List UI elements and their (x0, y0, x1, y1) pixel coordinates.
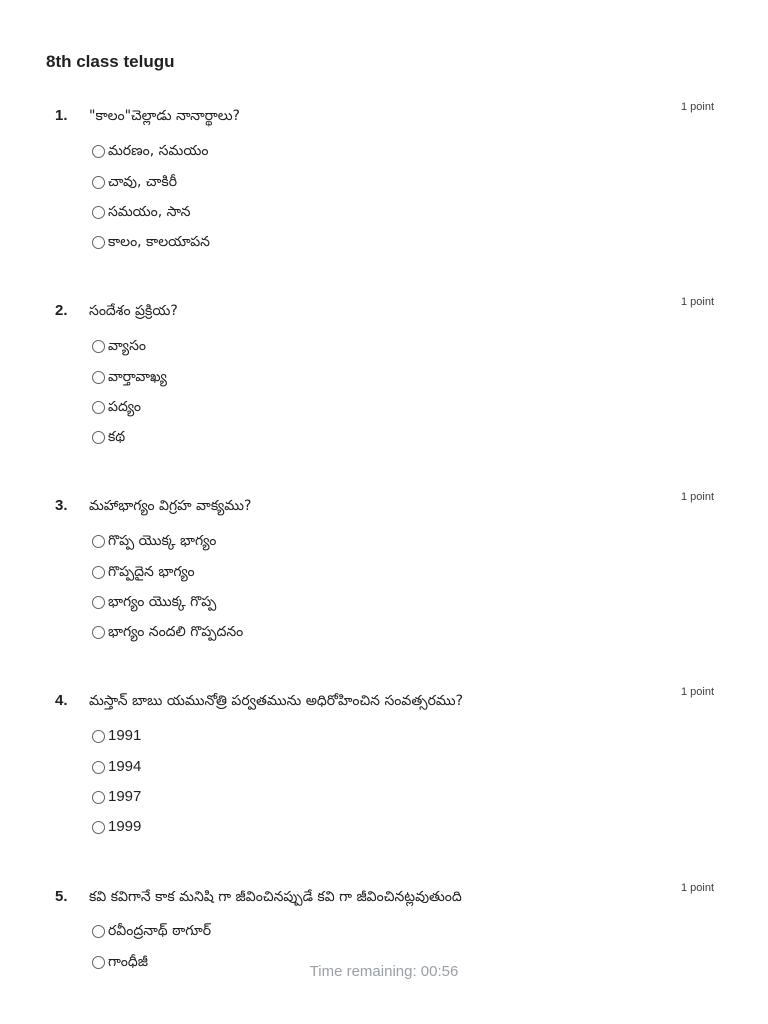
answer-option[interactable] (92, 562, 195, 582)
question-points: 1 point (680, 686, 714, 698)
option-label: భాగ్యం యొక్క గొప్ప (108, 594, 217, 610)
answer-option[interactable] (92, 622, 243, 642)
answer-option[interactable] (92, 726, 141, 746)
question-number: 4. (55, 692, 68, 709)
radio-button[interactable] (92, 730, 105, 743)
option-label: చావు, చాకిరీ (108, 174, 178, 190)
question-number: 3. (55, 497, 68, 514)
radio-button[interactable] (92, 596, 105, 609)
question-points: 1 point (680, 882, 714, 894)
time-remaining: Time remaining: 00:56 (309, 963, 459, 980)
question-text: మహాభాగ్యం విగ్రహ వాక్యము? (89, 498, 252, 514)
radio-button[interactable] (92, 566, 105, 579)
option-label: వ్యాసం (108, 338, 147, 354)
answer-option[interactable] (92, 397, 141, 417)
option-label: 1994 (108, 758, 142, 775)
question-3 (0, 491, 768, 656)
radio-button[interactable] (92, 535, 105, 548)
option-label: గొప్పదైన భాగ్యం (108, 564, 195, 580)
answer-option[interactable] (92, 232, 210, 252)
question-1 (0, 101, 768, 266)
radio-button[interactable] (92, 821, 105, 834)
answer-option[interactable] (92, 531, 216, 551)
radio-button[interactable] (92, 925, 105, 938)
radio-button[interactable] (92, 626, 105, 639)
option-label: మరణం, సమయం (108, 143, 209, 159)
radio-button[interactable] (92, 371, 105, 384)
radio-button[interactable] (92, 206, 105, 219)
question-number: 5. (55, 888, 68, 905)
radio-button[interactable] (92, 761, 105, 774)
question-2 (0, 296, 768, 461)
answer-option[interactable] (92, 367, 167, 387)
answer-option[interactable] (92, 202, 190, 222)
radio-button[interactable] (92, 236, 105, 249)
option-label: రవీంద్రనాథ్ ఠాగూర్ (108, 923, 212, 939)
option-label: 1999 (108, 818, 142, 835)
answer-option[interactable] (92, 592, 216, 612)
radio-button[interactable] (92, 340, 105, 353)
question-text: మస్తాన్ బాబు యమునోత్రి పర్వతమును అధిరోహించిన సంవత్సరము? (89, 693, 463, 709)
question-text: "కాలం"చెల్లాడు నానార్థాలు? (89, 108, 240, 124)
option-label: వార్తావాఖ్య (108, 369, 167, 385)
option-label: పద్యం (108, 399, 141, 415)
radio-button[interactable] (92, 145, 105, 158)
question-text: కవి కవిగానే కాక మనిషి గా జీవించినప్పుడే కవి గా జీవించినట్లవుతుంది (89, 889, 462, 905)
option-label: భాగ్యం నందలి గొప్పదనం (108, 624, 244, 640)
option-label: 1997 (108, 788, 142, 805)
answer-option[interactable] (92, 336, 146, 356)
question-points: 1 point (680, 101, 714, 113)
option-label: గాంధీజీ (108, 954, 148, 970)
radio-button[interactable] (92, 791, 105, 804)
answer-option[interactable] (92, 757, 141, 777)
option-label: కాలం, కాలయాపన (108, 234, 210, 250)
option-label: 1991 (108, 727, 142, 744)
question-points: 1 point (680, 296, 714, 308)
question-4 (0, 686, 768, 851)
answer-option[interactable] (92, 817, 141, 837)
option-label: కథ (108, 429, 126, 445)
answer-option[interactable] (92, 787, 141, 807)
option-label: సమయం, సాన (108, 204, 191, 220)
radio-button[interactable] (92, 431, 105, 444)
question-points: 1 point (680, 491, 714, 503)
radio-button[interactable] (92, 176, 105, 189)
form-title: 8th class telugu (46, 52, 175, 71)
question-number: 2. (55, 302, 68, 319)
answer-option[interactable] (92, 141, 208, 161)
answer-option[interactable] (92, 172, 177, 192)
question-number: 1. (55, 107, 68, 124)
radio-button[interactable] (92, 401, 105, 414)
answer-option[interactable] (92, 427, 125, 447)
answer-option[interactable] (92, 921, 211, 941)
option-label: గొప్ప యొక్క భాగ్యం (108, 533, 217, 549)
question-text: సందేశం ప్రక్రియ? (89, 303, 178, 319)
